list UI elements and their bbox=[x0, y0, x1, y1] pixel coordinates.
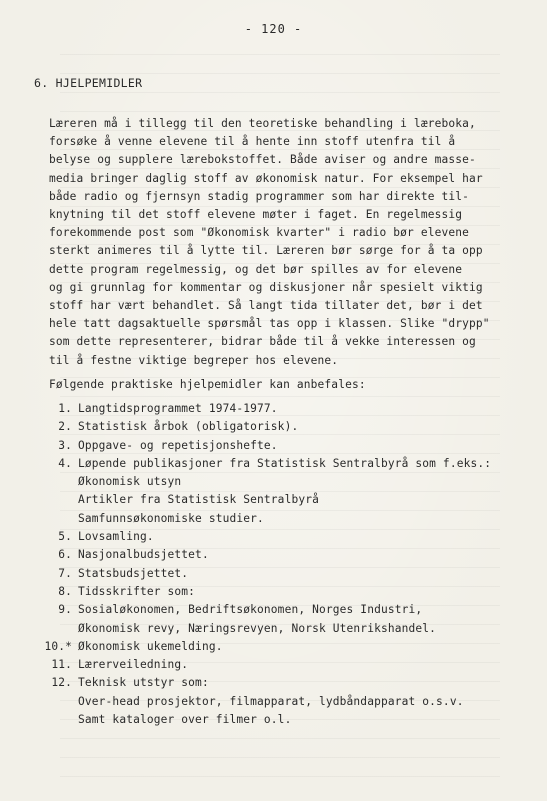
paragraph-line: forekommende post som "Økonomisk kvarter" i radio bør elevene bbox=[49, 226, 470, 240]
aids-list bbox=[38, 400, 518, 729]
paragraph-line: både radio og fjernsyn stadig programmer som har direkte til- bbox=[49, 189, 470, 203]
list-item-text: Statistisk årbok (obligatorisk). bbox=[78, 420, 299, 434]
list-item-text: Nasjonalbudsjettet. bbox=[78, 548, 209, 562]
paragraph-line: til å festne viktige begreper hos elevene. bbox=[49, 353, 339, 367]
list-item-subline: Over-head prosjektor, filmapparat, lydbåndapparat o.s.v. bbox=[78, 694, 464, 708]
list-item bbox=[38, 418, 518, 436]
list-item bbox=[38, 437, 518, 455]
list-item-number: 5. bbox=[58, 530, 72, 544]
paragraph-line: dette program regelmessig, og det bør spilles av for elevene bbox=[49, 262, 463, 276]
list-item-subline: Samt kataloger over filmer o.l. bbox=[78, 713, 292, 727]
paragraph-line: media bringer daglig stoff av økonomisk natur. For eksempel har bbox=[49, 171, 483, 185]
paragraph-line: hele tatt dagsaktuelle spørsmål tas opp i klassen. Slike "drypp" bbox=[49, 317, 490, 331]
paragraph-line: knytning til det stoff elevene møter i faget. En regelmessig bbox=[49, 208, 463, 222]
list-item-subline: Økonomisk revy, Næringsrevyen, Norsk Utenrikshandel. bbox=[78, 621, 437, 635]
list-item bbox=[38, 400, 518, 418]
paragraph-line: belyse og supplere lærebokstoffet. Både aviser og andre masse- bbox=[49, 153, 476, 167]
section-heading: 6. HJELPEMIDLER bbox=[34, 76, 143, 90]
list-item bbox=[38, 638, 518, 656]
list-item-text: Langtidsprogrammet 1974-1977. bbox=[78, 402, 278, 415]
list-item-text: Oppgave- og repetisjonshefte. bbox=[78, 438, 278, 452]
list-item-number: 11. bbox=[51, 658, 72, 672]
list-intro: Følgende praktiske hjelpemidler kan anbefales: bbox=[49, 378, 366, 391]
list-item-number: 1. bbox=[58, 402, 72, 415]
paragraph-line: sterkt animeres til å lytte til. Læreren bør sørge for å ta opp bbox=[49, 244, 483, 258]
list-item-text: Økonomisk ukemelding. bbox=[78, 639, 223, 653]
list-item-number: 2. bbox=[58, 420, 72, 434]
list-item bbox=[38, 455, 518, 528]
list-item-number: 10.* bbox=[44, 639, 72, 653]
list-item-number: 12. bbox=[51, 676, 72, 690]
paragraph-line: forsøke å venne elevene til å hente inn stoff utenfra til å bbox=[49, 135, 456, 149]
list-item-text: Tidsskrifter som: bbox=[78, 584, 196, 598]
body-paragraph bbox=[49, 115, 519, 370]
list-item bbox=[38, 601, 518, 638]
list-item bbox=[38, 656, 518, 674]
paragraph-line: og gi grunnlag for kommentar og diskusjoner når spesielt viktig bbox=[49, 280, 483, 294]
list-item-number: 6. bbox=[58, 548, 72, 562]
list-item-text: Lovsamling. bbox=[78, 530, 154, 544]
paragraph-line: som dette representerer, bidrar både til å vekke interessen og bbox=[49, 335, 476, 349]
list-item-number: 9. bbox=[58, 603, 72, 617]
list-item bbox=[38, 583, 518, 601]
list-item-text: Lærerveiledning. bbox=[78, 658, 189, 672]
list-item-number: 3. bbox=[58, 438, 72, 452]
list-item-number: 8. bbox=[58, 584, 72, 598]
list-item bbox=[38, 674, 518, 729]
paragraph-line: Læreren må i tillegg til den teoretiske behandling i læreboka, bbox=[49, 117, 476, 130]
list-item bbox=[38, 528, 518, 546]
list-item-number: 7. bbox=[58, 566, 72, 580]
list-item-subline: Artikler fra Statistisk Sentralbyrå bbox=[78, 493, 319, 507]
list-item-text: Løpende publikasjoner fra Statistisk Sentralbyrå som f.eks.: bbox=[78, 456, 492, 470]
list-item-text: Teknisk utstyr som: bbox=[78, 676, 209, 690]
list-item-text: Statsbudsjettet. bbox=[78, 566, 189, 580]
list-item bbox=[38, 565, 518, 583]
list-item-number: 4. bbox=[58, 456, 72, 470]
list-item-subline: Samfunnsøkonomiske studier. bbox=[78, 511, 264, 525]
list-item-text: Sosialøkonomen, Bedriftsøkonomen, Norges Industri, bbox=[78, 603, 423, 617]
list-item bbox=[38, 546, 518, 564]
list-item-subline: Økonomisk utsyn bbox=[78, 475, 182, 489]
paragraph-line: stoff har vært behandlet. Så langt tida tillater det, bør i det bbox=[49, 299, 483, 313]
page-number: - 120 - bbox=[244, 22, 303, 36]
